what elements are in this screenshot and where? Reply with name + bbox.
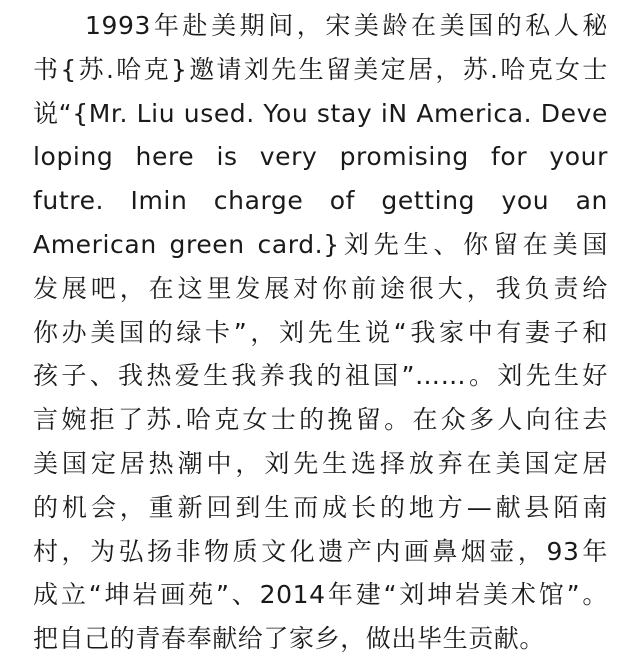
article-line: 1993年赴美期间，宋美龄在美国的私人秘 bbox=[85, 11, 608, 40]
article-line: 的机会，重新回到生而成长的地方—献县陌南 bbox=[33, 492, 608, 522]
article-line: loping here is very promising for your bbox=[33, 142, 608, 172]
article-line: 你办美国的绿卡”，刘先生说“我家中有妻子和 bbox=[33, 317, 608, 347]
article-line: 把自己的青春奉献给了家乡，做出毕生贡献。 bbox=[33, 624, 546, 654]
article-line: American green card.}刘先生、你留在美国 bbox=[33, 229, 608, 259]
article-line: 美国定居热潮中，刘先生选择放弃在美国定居 bbox=[33, 448, 608, 478]
article-line: futre. Imin charge of getting you an bbox=[33, 186, 608, 216]
article-body bbox=[33, 4, 608, 661]
article-line: 孩子、我热爱生我养我的祖国”……。刘先生好 bbox=[33, 361, 608, 391]
article-line: 成立“坤岩画苑”、2014年建“刘坤岩美术馆”。 bbox=[33, 580, 608, 610]
article-line: 村，为弘扬非物质文化遗产内画鼻烟壶，93年 bbox=[33, 536, 608, 566]
article-line: 说“{Mr. Liu used. You stay iN America. Deve bbox=[33, 98, 608, 128]
article-line: 言婉拒了苏.哈克女士的挽留。在众多人向往去 bbox=[33, 405, 608, 435]
article-line: 书{苏.哈克}邀请刘先生留美定居，苏.哈克女士 bbox=[33, 54, 608, 84]
article-line: 发展吧，在这里发展对你前途很大，我负责给 bbox=[33, 273, 608, 303]
